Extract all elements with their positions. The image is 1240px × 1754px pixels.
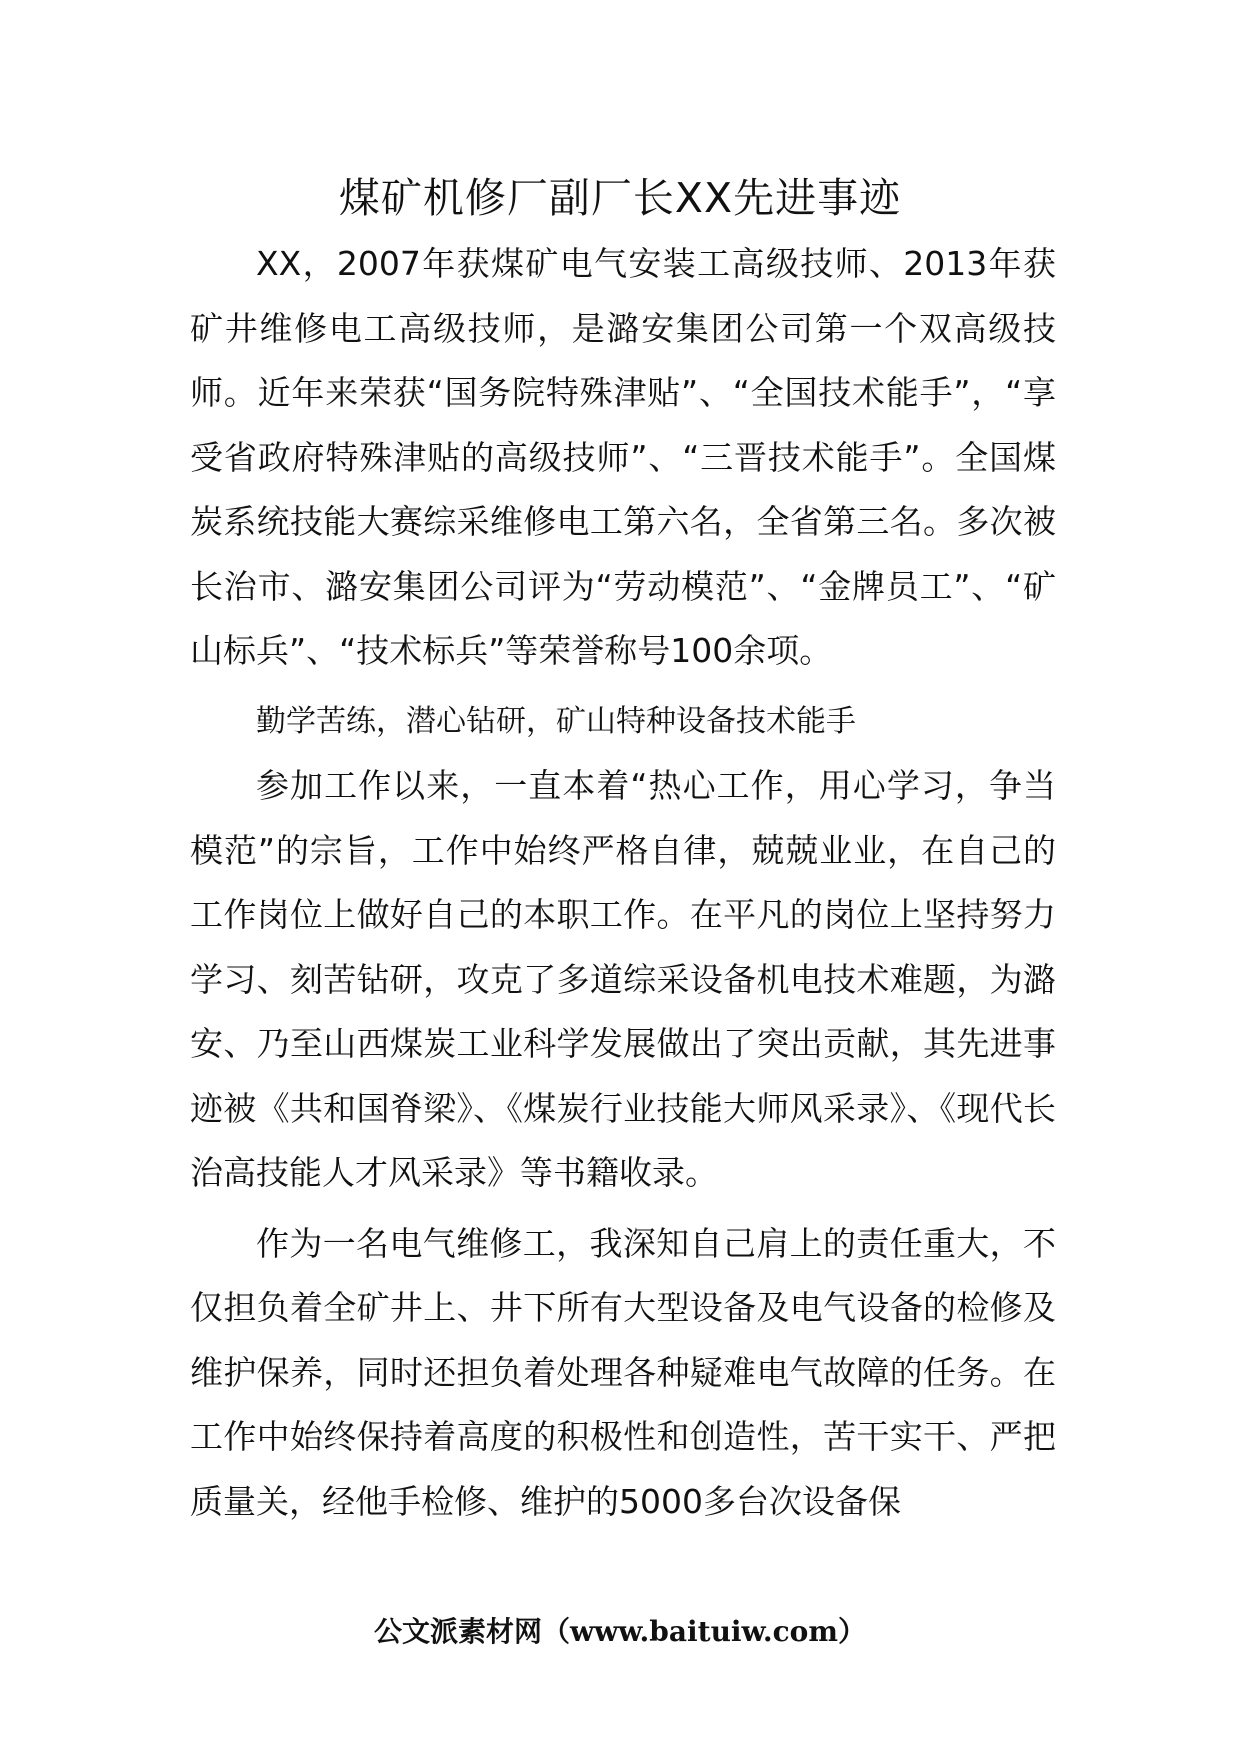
section-heading: 勤学苦练，潜心钻研，矿山特种设备技术能手 [256, 703, 856, 739]
work-paragraph: 参加工作以来，一直本着“热心工作，用心学习，争当模范”的宗旨，工作中始终严格自律，兢兢业业，在自己的工作岗位上做好自己的本职工作。在平凡的岗位上坚持努力学习、刻苦钻研，攻克了多道综采设备机电技术难题，为潞安、乃至山西煤炭工业科学发展做出了突出贡献，其先进事迹被《共和国脊梁》、《煤炭行业技能大师风采录》、《现代长治高技能人才风采录》等书籍收录。 [190, 766, 1056, 1192]
document-title: 煤矿机修厂副厂长XX先进事迹 [338, 174, 902, 222]
document-body [190, 232, 1056, 1534]
intro-paragraph: XX，2007年获煤矿电气安装工高级技师、2013年获矿井维修电工高级技师，是潞安集团公司第一个双高级技师。近年来荣获“国务院特殊津贴”、“全国技术能手”，“享受省政府特殊津贴的高级技师”、“三晋技术能手”。全国煤炭系统技能大赛综采维修电工第六名，全省第三名。多次被长治市、潞安集团公司评为“劳动模范”、“金牌员工”、“矿山标兵”、“技术标兵”等荣誉称号100余项。 [190, 244, 1056, 670]
footer-watermark: 公文派素材网（www.baituiw.com） [374, 1615, 866, 1648]
responsibility-paragraph: 作为一名电气维修工，我深知自己肩上的责任重大，不仅担负着全矿井上、井下所有大型设备及电气设备的检修及维护保养，同时还担负着处理各种疑难电气故障的任务。在工作中始终保持着高度的积极性和创造性，苦干实干、严把质量关，经他手检修、维护的5000多台次设备保 [190, 1223, 1056, 1521]
